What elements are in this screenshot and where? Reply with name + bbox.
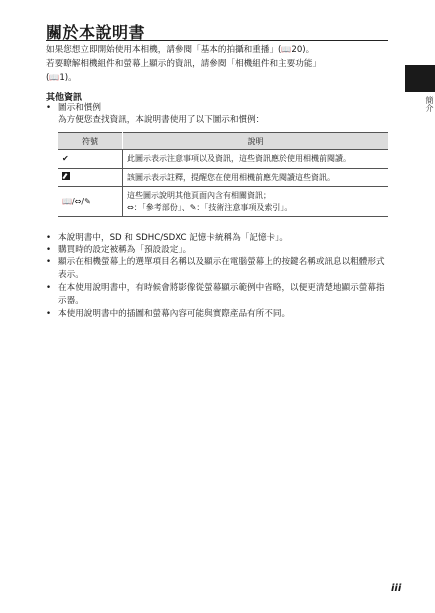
table-header-row <box>58 133 388 150</box>
table-cell-description <box>123 187 389 217</box>
intro-line2-text: 若要瞭解相機組件和螢幕上顯示的資訊，請參閱「相機組件和主要功能」 <box>46 58 322 69</box>
bullet-icon: • <box>46 309 52 319</box>
bullet-icon: • <box>46 257 52 267</box>
list-item <box>46 232 391 245</box>
bullet-icon: • <box>46 245 52 255</box>
bullet-icon: • <box>46 233 52 243</box>
table-row <box>58 168 388 187</box>
bullet-icon: • <box>46 283 52 293</box>
book-icon: 📖 <box>62 196 72 206</box>
caution-icon: ✔ <box>58 150 123 169</box>
note-icon <box>62 172 70 180</box>
book-icon: 📖 <box>49 73 60 82</box>
list-item <box>46 102 391 115</box>
section-heading: 其他資訊 <box>46 93 83 103</box>
intro-line1-page: 20 <box>291 45 303 55</box>
bullet-icon: • <box>46 103 52 113</box>
reference-desc-line2: ⇔：「參考部份」、✎：「技術注意事項及索引」。 <box>127 202 293 212</box>
table-header-symbol: 符號 <box>58 133 123 150</box>
intro-line1-end: )。 <box>302 45 315 55</box>
list-item-text: 本說明書中，SD 和 SDHC/SDXC 記憶卡統稱為「記憶卡」。 <box>58 233 289 243</box>
reference-icons: /⇔/✎ <box>71 196 91 206</box>
section-tab-marker <box>405 65 435 92</box>
intro-paragraph: 如果您想立即開始使用本相機，請參閱「基本的拍攝和重播」(📖20)。 若要瞭解相機組件和螢幕上顯示的資訊，請參閱「相機組件和主要功能」 (📖1)。 <box>46 45 322 83</box>
list-item-text: 顯示在相機螢幕上的選單項目名稱以及顯示在電腦螢幕上的按鍵名稱或訊息以粗體形式表示。 <box>58 257 385 280</box>
table-cell-description: 此圖示表示注意事項以及資訊，這些資訊應於使用相機前閱讀。 <box>123 150 389 169</box>
note-icon-cell <box>58 168 123 187</box>
page-number: iii <box>391 583 402 594</box>
table-header-description: 說明 <box>123 133 389 150</box>
reference-icons-cell <box>58 187 123 217</box>
list-item <box>46 308 391 321</box>
conventions-bullet-text: 圖示和慣例 <box>58 103 101 113</box>
conventions-description: 為方便您查找資訊，本說明書使用了以下圖示和慣例： <box>58 115 265 125</box>
title-divider <box>46 40 388 41</box>
intro-line3-end: )。 <box>64 73 77 83</box>
list-item <box>46 256 391 281</box>
list-item <box>46 282 391 307</box>
book-icon: 📖 <box>281 45 292 54</box>
conventions-table <box>58 132 388 217</box>
section-tab-label: 簡介 <box>425 96 434 112</box>
reference-desc-line1: 這些圖示說明其他頁面內含有相關資訊； <box>127 191 271 200</box>
table-row <box>58 187 388 217</box>
table-row <box>58 150 388 169</box>
intro-line1-text: 如果您想立即開始使用本相機，請參閱「基本的拍攝和重播」( <box>46 45 282 55</box>
page-title: 關於本說明書 <box>46 23 146 42</box>
list-item-text: 購買時的設定被稱為「預設設定」。 <box>58 245 192 255</box>
table-cell-description: 該圖示表示註釋，提醒您在使用相機前應先閱讀這些資訊。 <box>123 168 389 187</box>
list-item <box>46 244 391 257</box>
list-item-text: 在本使用說明書中，有時候會將影像從螢幕顯示範例中省略，以便更清楚地顯示螢幕指示器。 <box>58 283 385 306</box>
list-item-text: 本使用說明書中的插圖和螢幕內容可能與實際產品有所不同。 <box>58 309 291 319</box>
intro-line3-page: 1 <box>59 73 65 83</box>
